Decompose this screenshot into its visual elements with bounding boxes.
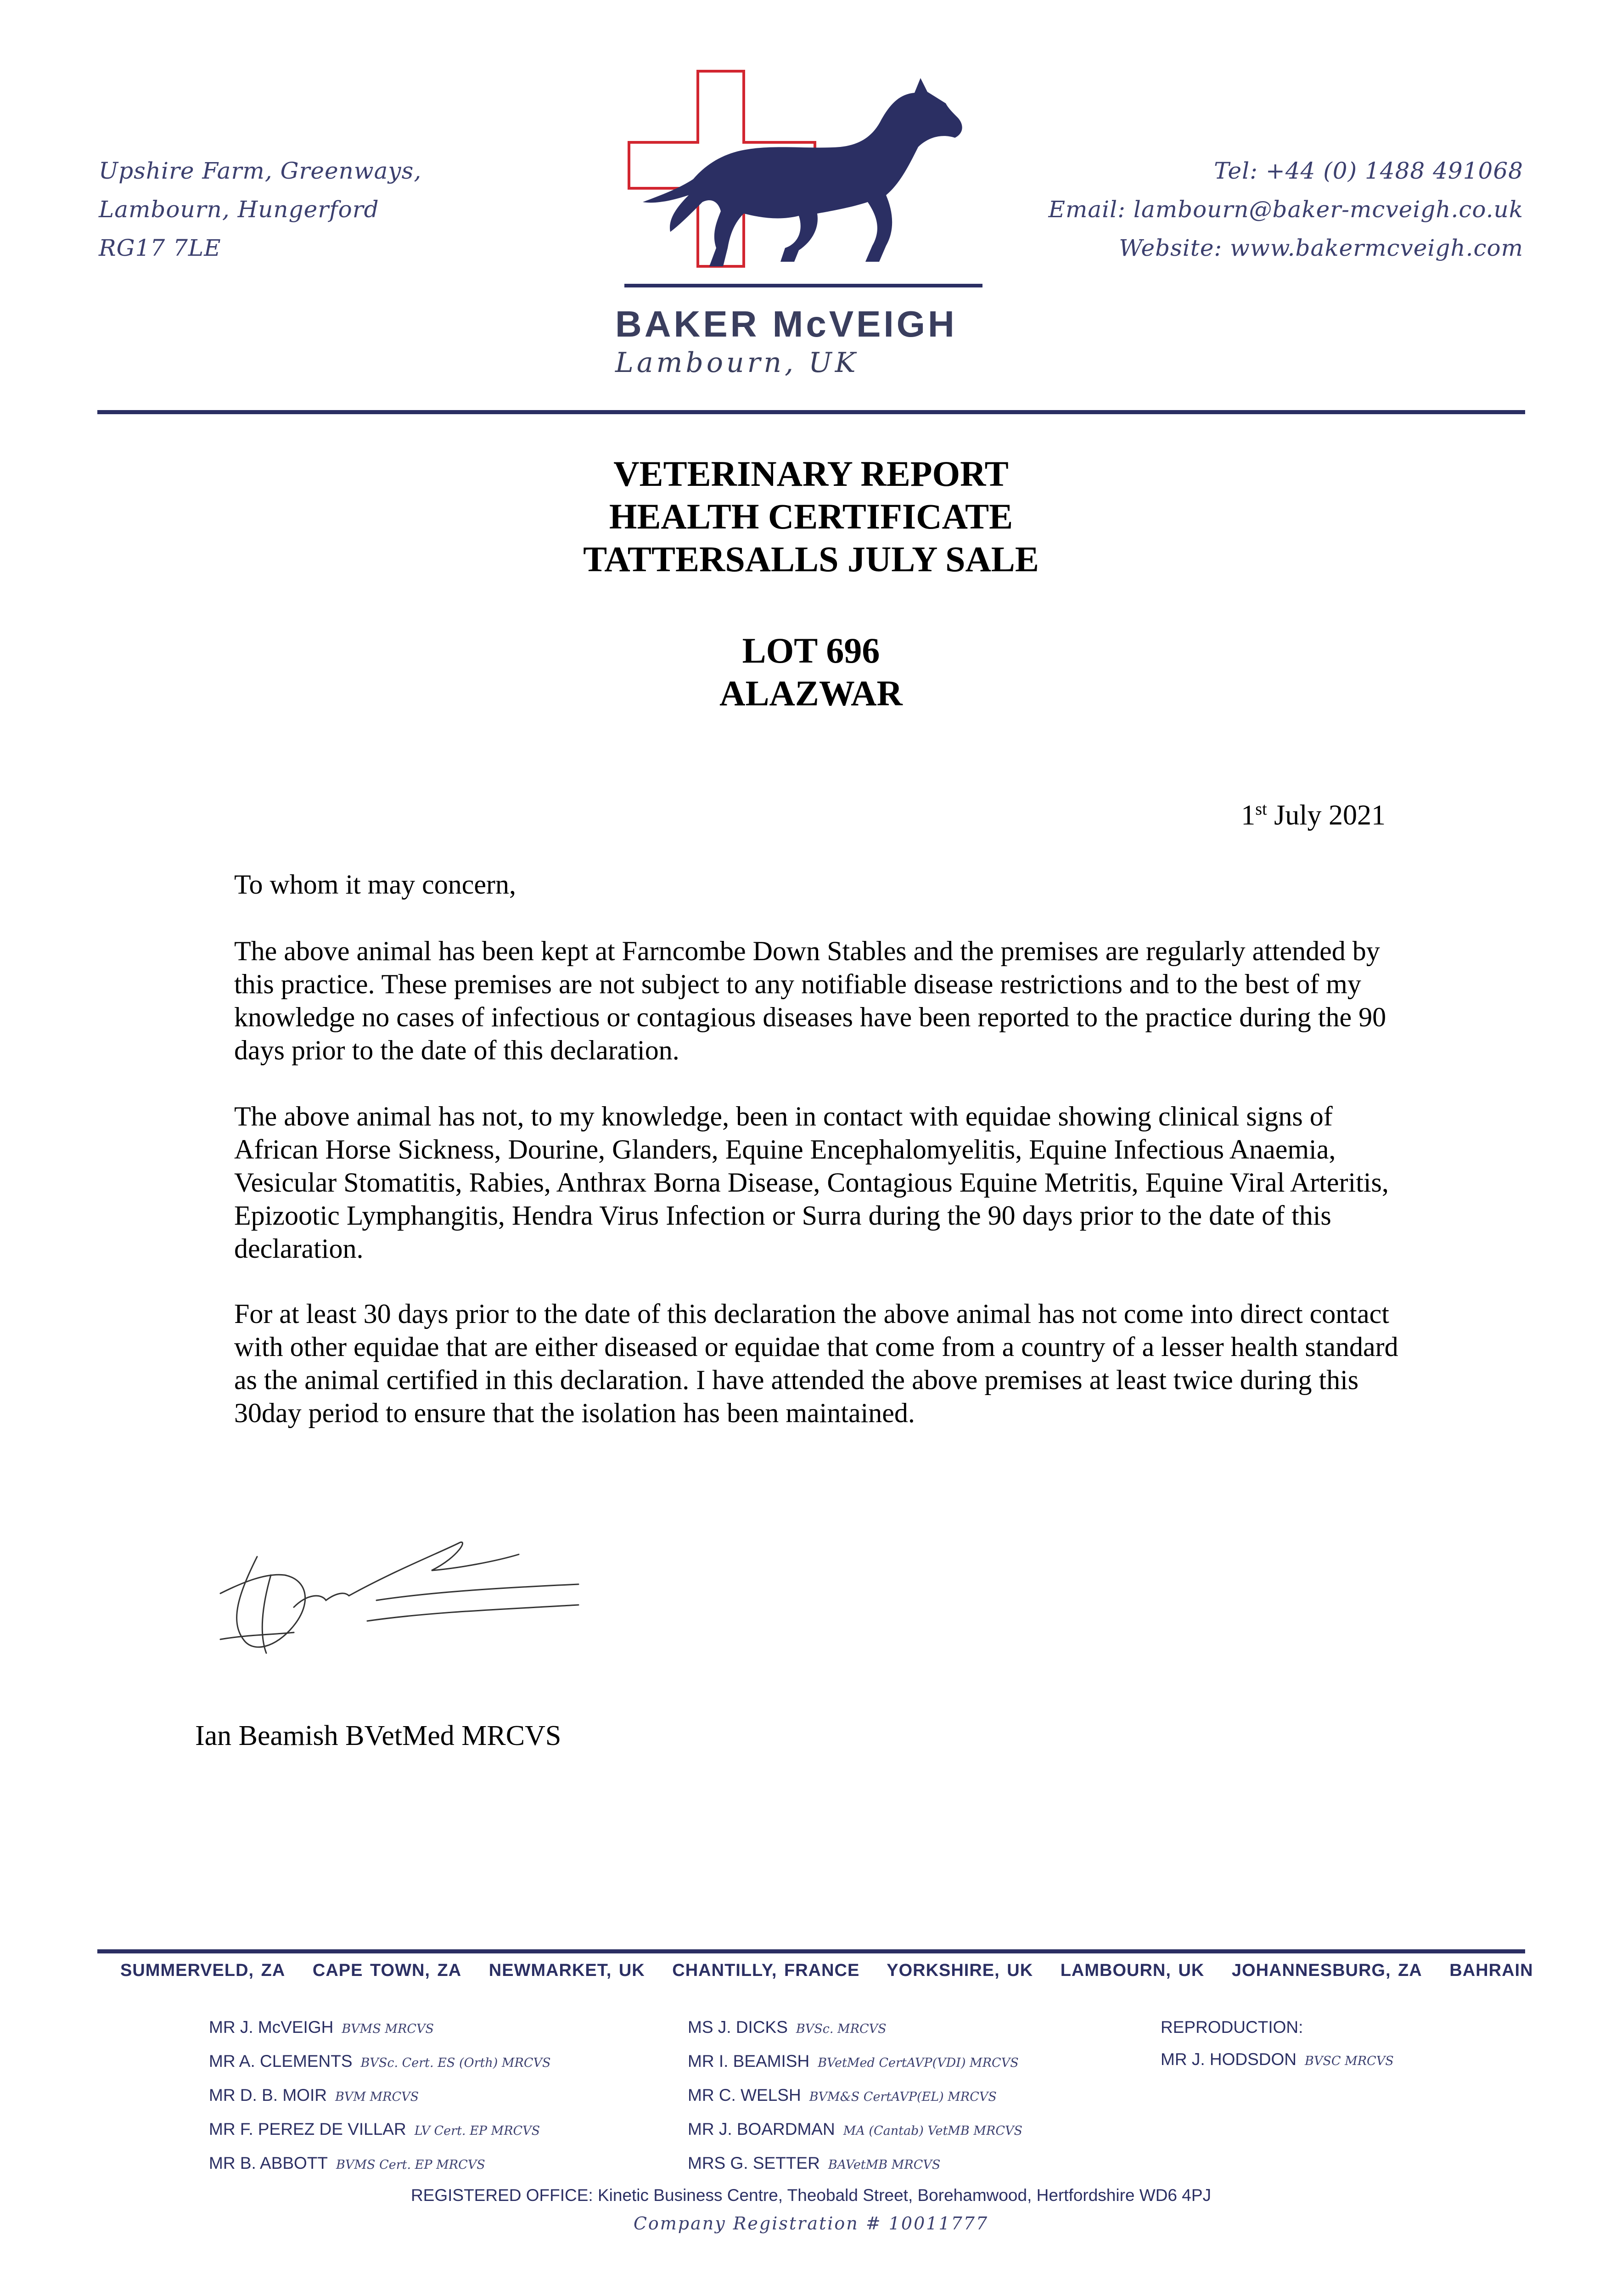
office-location: BAHRAIN <box>1449 1961 1533 1980</box>
office-location: YORKSHIRE, UK <box>887 1961 1033 1980</box>
staff-quals: LV Cert. EP MRCVS <box>414 2124 540 2138</box>
body-paragraph: For at least 30 days prior to the date of this declaration the above animal has not come into direct contact with other equidae that are either diseased or equidae that come from a country of a lesser health standard as the animal certified in this declaration. I have attended the above premises at least twice during this 30day period to ensure that the isolation has been maintained. <box>234 1299 1398 1428</box>
staff-name: MR A. CLEMENTS <box>209 2052 353 2071</box>
staff-name: MR J. HODSDON <box>1161 2050 1296 2069</box>
staff-entry <box>688 2079 1022 2113</box>
staff-entry <box>688 2113 1022 2147</box>
staff-entry <box>209 2011 551 2045</box>
staff-quals: BVMS MRCVS <box>342 2022 434 2036</box>
logo-horse-cross-icon <box>624 64 992 294</box>
office-location: LAMBOURN, UK <box>1060 1961 1205 1980</box>
signature-scribble <box>202 1502 606 1676</box>
brand-name: BAKER McVEIGH <box>615 304 957 344</box>
address-block <box>99 152 421 267</box>
staff-quals: BVetMed CertAVP(VDI) MRCVS <box>818 2056 1019 2070</box>
staff-entry <box>209 2079 551 2113</box>
staff-entry <box>209 2147 551 2181</box>
staff-column <box>688 2011 1022 2181</box>
footer-divider <box>97 1949 1525 1953</box>
staff-name: MR J. McVEIGH <box>209 2018 334 2037</box>
staff-name: MR F. PEREZ DE VILLAR <box>209 2120 406 2138</box>
reproduction-label: REPRODUCTION: <box>1161 2018 1303 2037</box>
title-line: HEALTH CERTIFICATE <box>609 496 1013 536</box>
salutation: To whom it may concern, <box>234 869 516 900</box>
signatory-name: Ian Beamish BVetMed MRCVS <box>195 1720 561 1751</box>
office-locations <box>120 1961 1554 1981</box>
document-date <box>1241 799 1386 832</box>
staff-entry <box>209 2045 551 2079</box>
staff-name: MS J. DICKS <box>688 2018 788 2037</box>
staff-entry <box>688 2045 1022 2079</box>
company-registration: Company Registration # 10011777 <box>633 2213 989 2234</box>
body-paragraph: The above animal has not, to my knowledge, been in contact with equidae showing clinical signs of African Horse Sickness, Dourine, Glanders, Equine Encephalomyelitis, Equine Infectious Anaemia, Vesicular Stomatitis, Rabies, Anthrax Borna Disease, Contagious Equine Metritis, Equine Viral Arteritis, Epizootic Lymphangitis, Hendra Virus Infection or Surra during the 90 days prior to the date of this declaration. <box>234 1101 1389 1264</box>
staff-name: MR C. WELSH <box>688 2086 801 2105</box>
staff-quals: BVM MRCVS <box>335 2090 419 2104</box>
staff-quals: MA (Cantab) VetMB MRCVS <box>843 2124 1022 2138</box>
date-suffix: st <box>1255 799 1267 819</box>
body-paragraph: The above animal has been kept at Farncombe Down Stables and the premises are regularly attended by this practice. These premises are not subject to any notifiable disease restrictions and to the best of my knowledge no cases of infectious or contagious diseases have been reported to the practice during the 90 days prior to the date of this declaration. <box>234 936 1386 1065</box>
phone-line: Tel: +44 (0) 1488 491068 <box>1214 158 1523 184</box>
horse-silhouette <box>643 78 962 266</box>
email-line: Email: lambourn@baker-mcveigh.co.uk <box>1048 196 1523 223</box>
title-line: TATTERSALLS JULY SALE <box>583 539 1039 579</box>
date-rest: July 2021 <box>1267 799 1386 831</box>
staff-entry <box>1161 2043 1394 2077</box>
address-line: Upshire Farm, Greenways, <box>99 158 422 184</box>
staff-name: MR B. ABBOTT <box>209 2154 328 2172</box>
staff-entry <box>688 2011 1022 2045</box>
staff-quals: BVSc. Cert. ES (Orth) MRCVS <box>360 2056 551 2070</box>
office-location: JOHANNESBURG, ZA <box>1231 1961 1422 1980</box>
title-line: VETERINARY REPORT <box>613 454 1009 494</box>
office-location: NEWMARKET, UK <box>488 1961 645 1980</box>
staff-quals: BVM&S CertAVP(EL) MRCVS <box>809 2090 997 2104</box>
staff-quals: BVMS Cert. EP MRCVS <box>336 2158 485 2172</box>
staff-name: MRS G. SETTER <box>688 2154 820 2172</box>
contact-block <box>1048 152 1523 267</box>
staff-name: MR I. BEAMISH <box>688 2052 810 2071</box>
staff-quals: BVSC MRCVS <box>1305 2054 1394 2068</box>
staff-entry <box>209 2113 551 2147</box>
staff-entry <box>688 2147 1022 2181</box>
staff-quals: BAVetMB MRCVS <box>828 2158 941 2172</box>
lot-number: LOT 696 <box>742 630 880 670</box>
address-line: RG17 7LE <box>99 235 221 261</box>
header-divider <box>97 410 1525 414</box>
staff-name: MR D. B. MOIR <box>209 2086 327 2105</box>
address-line: Lambourn, Hungerford <box>99 196 379 223</box>
registered-office: REGISTERED OFFICE: Kinetic Business Centre, Theobald Street, Borehamwood, Hertfordshire WD6 4PJ <box>410 2186 1212 2205</box>
horse-name: ALAZWAR <box>719 673 903 713</box>
office-location: SUMMERVELD, ZA <box>120 1961 286 1980</box>
office-location: CHANTILLY, FRANCE <box>672 1961 860 1980</box>
brand-location: Lambourn, UK <box>615 347 859 379</box>
staff-column <box>1161 2011 1394 2077</box>
website-line: Website: www.bakermcveigh.com <box>1119 235 1523 261</box>
staff-column <box>209 2011 551 2181</box>
date-day: 1 <box>1241 799 1256 831</box>
staff-quals: BVSc. MRCVS <box>796 2022 887 2036</box>
staff-name: MR J. BOARDMAN <box>688 2120 835 2138</box>
office-location: CAPE TOWN, ZA <box>312 1961 462 1980</box>
